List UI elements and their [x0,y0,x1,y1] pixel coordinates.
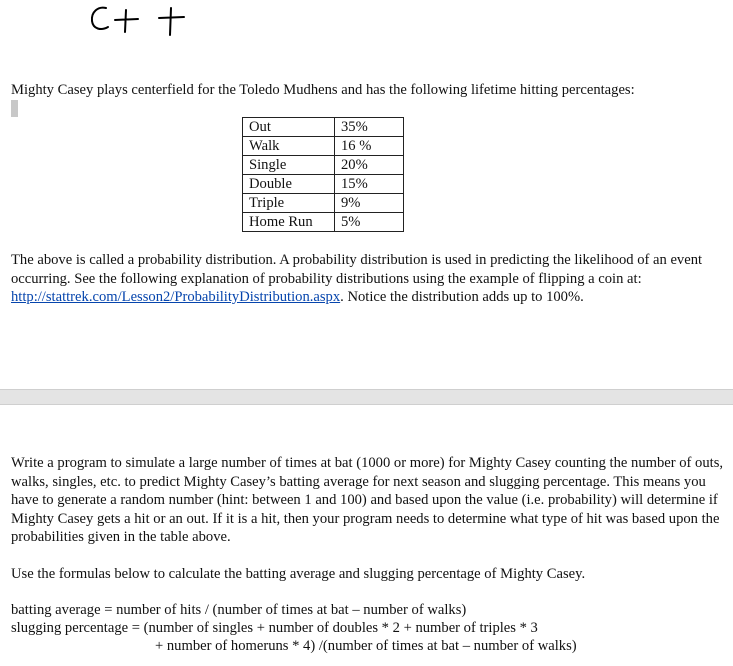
table-row [243,213,404,232]
table-row [243,137,404,156]
percent-cell: 20% [335,156,404,175]
table-row [243,118,404,137]
table-row [243,175,404,194]
batting-average-formula: batting average = number of hits / (number of times at bat – number of walks) [11,602,467,618]
slugging-formula-line2: + number of homeruns * 4) /(number of times at bat – number of walks) [155,638,577,654]
percent-cell: 5% [335,213,404,232]
outcome-cell: Home Run [243,213,335,232]
outcome-cell: Triple [243,194,335,213]
outcome-cell: Out [243,118,335,137]
page-separator [0,389,733,405]
probability-table [242,117,404,232]
outcome-cell: Single [243,156,335,175]
explanation-tail: . Notice the distribution adds up to 100%. [340,289,584,305]
intro-text: Mighty Casey plays centerfield for the Toledo Mudhens and has the following lifetime hitting percentages: [11,82,635,98]
explanation-paragraph [11,251,723,307]
table-row [243,156,404,175]
explanation-text: The above is called a probability distribution. A probability distribution is used in predicting the likelihood of an event occurring. See the following explanation of probability distributions using the example of flipping a coin at: [11,252,703,287]
problem-paragraph: Write a program to simulate a large number of times at bat (1000 or more) for Mighty Casey counting the number of outs, walks, singles, etc. to predict Mighty Casey’s batting average for next season and slugging percentage. This means you have to generate a random number (hint: between 1 and 100) and based upon the value (i.e. probability) will determine if Mighty Casey gets a hit or an out. If it is a hit, then your program needs to determine what type of hit was based upon the probabilities given in the table above. [11,455,724,545]
outcome-cell: Double [243,175,335,194]
handwritten-cpp-title [88,2,198,38]
percent-cell: 9% [335,194,404,213]
percent-cell: 16 % [335,137,404,156]
stattrek-link[interactable]: http://stattrek.com/Lesson2/ProbabilityDistribution.aspx [11,289,341,305]
table-row [243,194,404,213]
percent-cell: 15% [335,175,404,194]
slugging-formula-line1: slugging percentage = (number of singles + number of doubles * 2 + number of triples * 3 [11,620,538,636]
outcome-cell: Walk [243,137,335,156]
text-cursor [11,100,18,117]
formulas-intro: Use the formulas below to calculate the batting average and slugging percentage of Mighty Casey. [11,566,586,582]
percent-cell: 35% [335,118,404,137]
